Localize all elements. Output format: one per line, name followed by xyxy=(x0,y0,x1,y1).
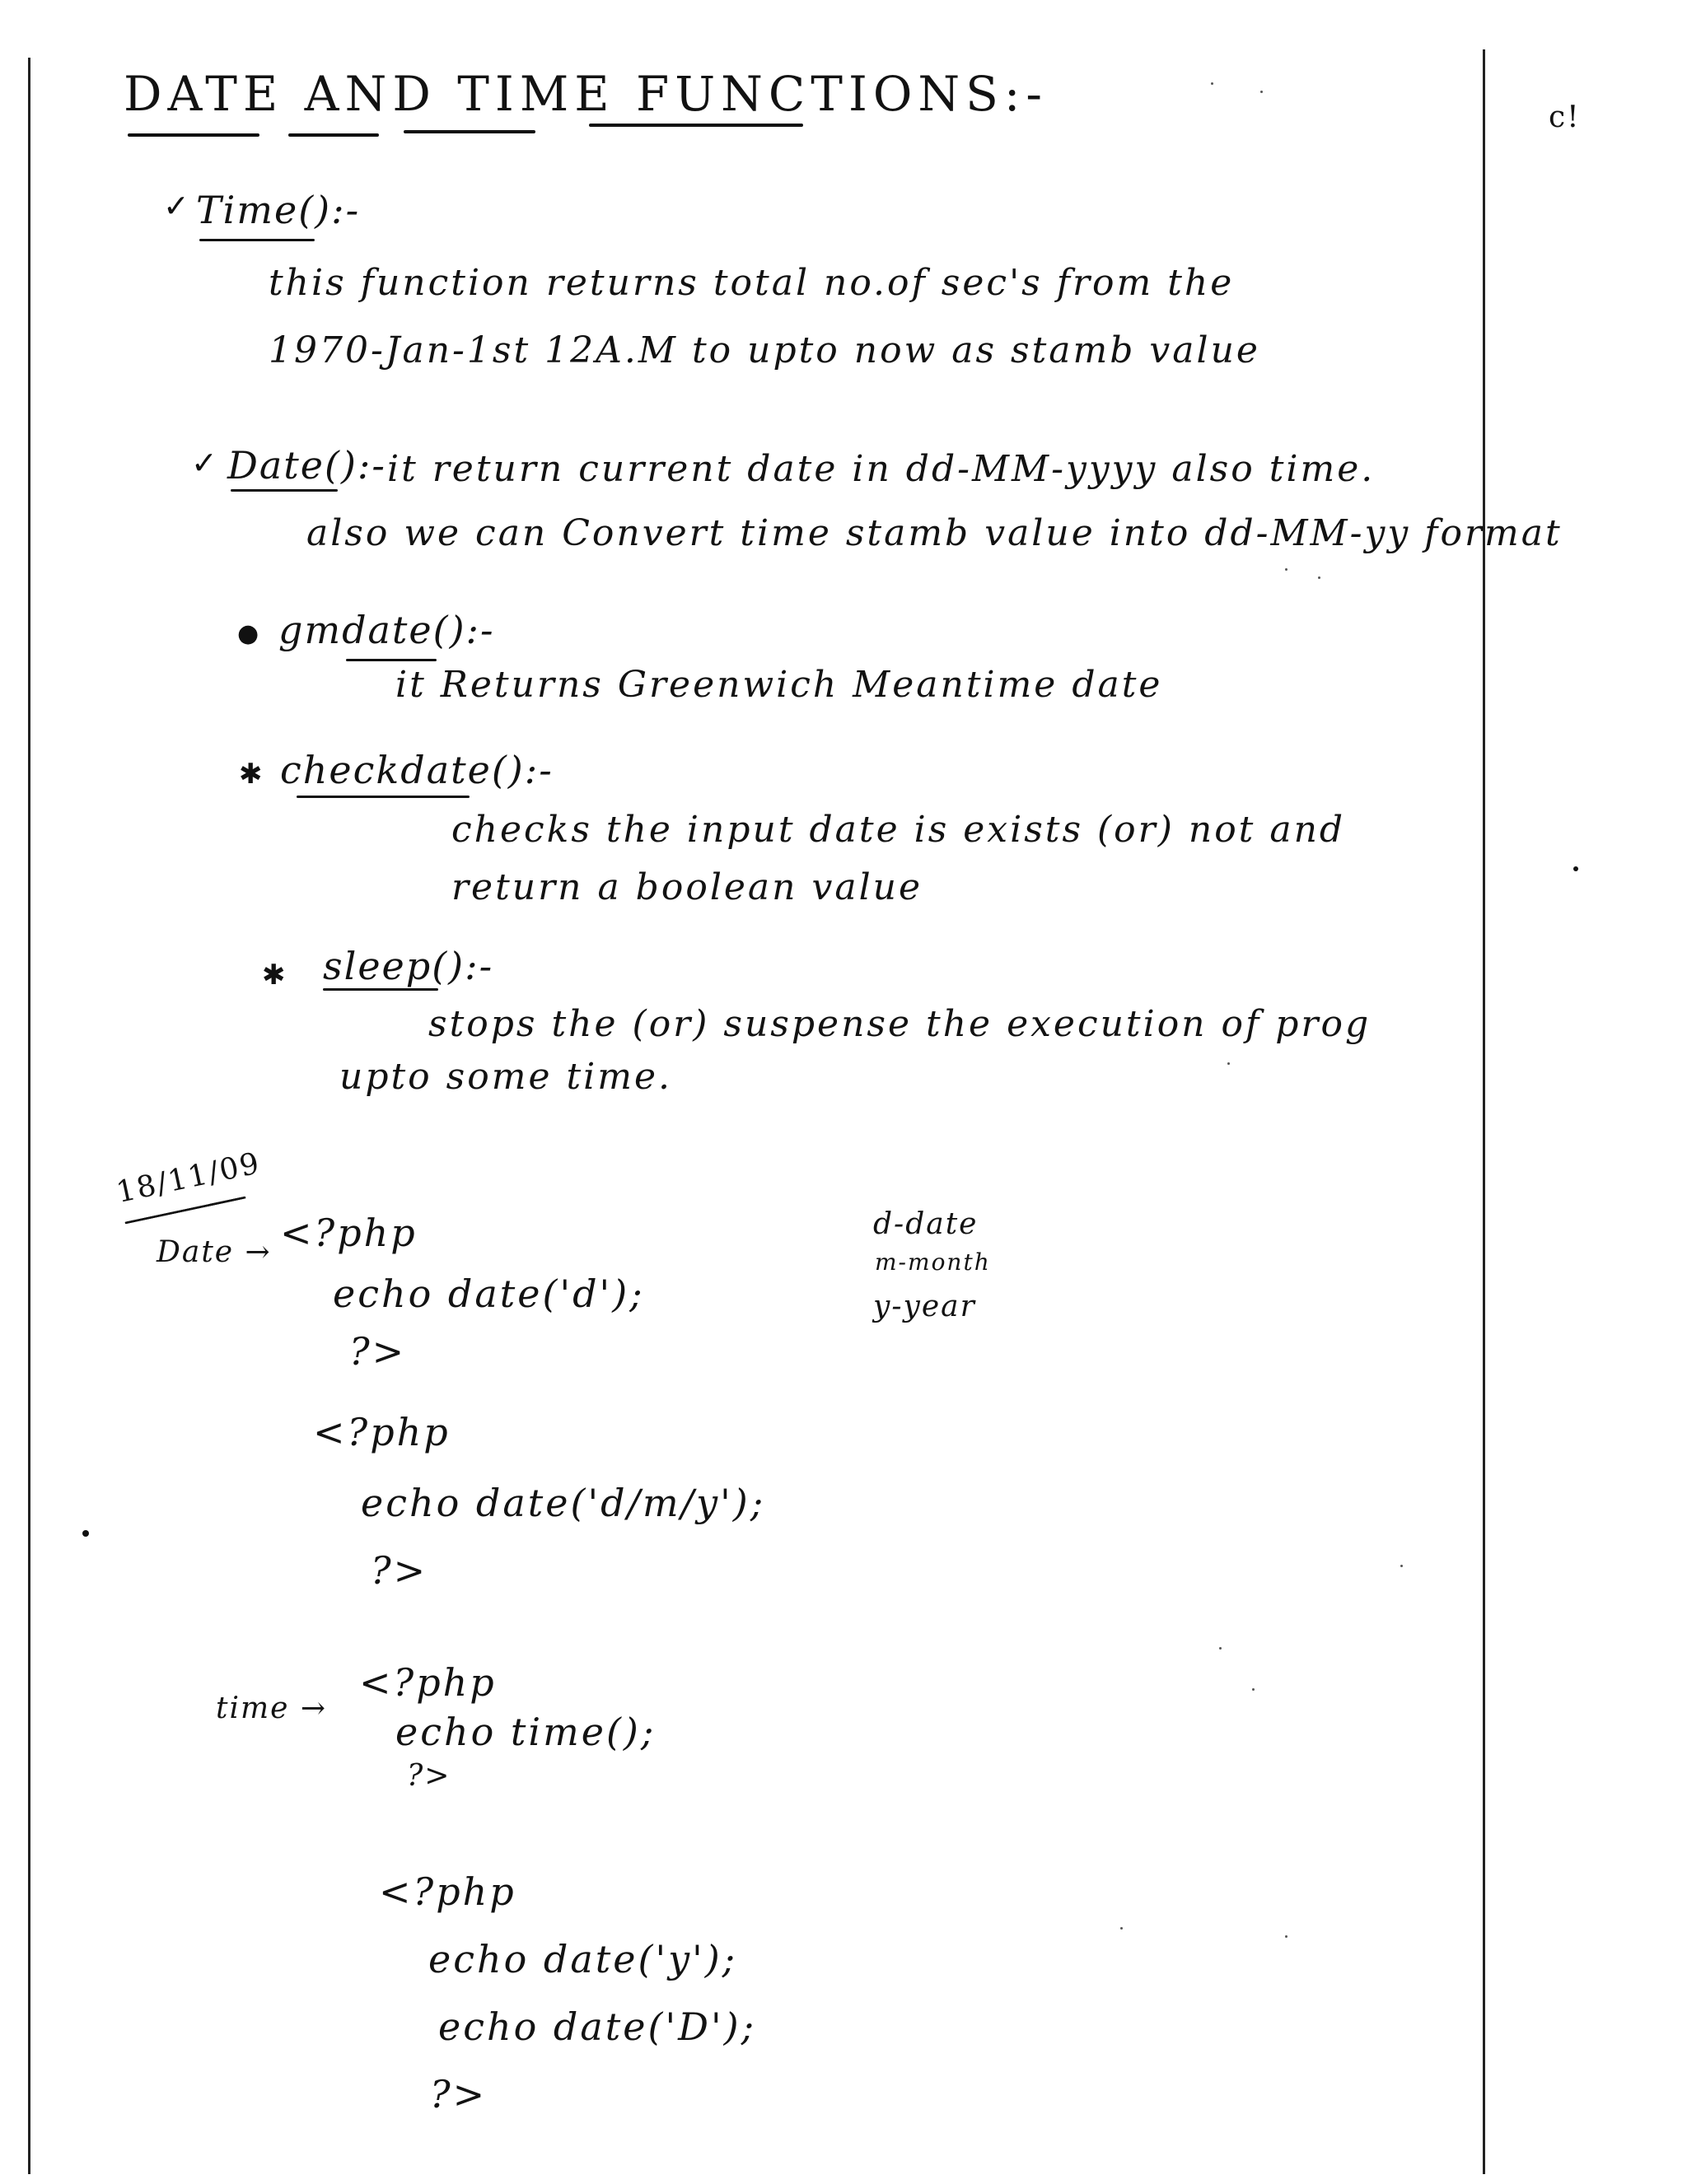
block1-open: <?php xyxy=(280,1211,418,1255)
title-underline-2 xyxy=(288,133,379,137)
block1-close: ?> xyxy=(349,1329,407,1374)
block3-close: ?> xyxy=(407,1759,451,1793)
scan-speck xyxy=(1211,82,1213,85)
legend-d: d-date xyxy=(873,1207,979,1241)
time-heading: Time():- xyxy=(196,188,361,232)
checkdate-heading: checkdate():- xyxy=(280,748,554,792)
bullet-gmdate: ● xyxy=(237,619,259,648)
time-heading-underline xyxy=(199,239,315,241)
time-example-label: time → xyxy=(216,1692,328,1725)
scan-speck xyxy=(1227,1062,1230,1065)
scan-speck xyxy=(1285,568,1287,571)
sleep-heading: sleep():- xyxy=(323,944,494,988)
scan-speck xyxy=(1400,1565,1403,1567)
date-example-label: Date → xyxy=(157,1235,272,1269)
title-underline-1 xyxy=(128,133,259,137)
block4-close: ?> xyxy=(430,2072,488,2116)
sleep-heading-underline xyxy=(323,988,438,991)
legend-m: m-month xyxy=(875,1248,991,1276)
checkdate-heading-underline xyxy=(297,796,470,798)
block2-open: <?php xyxy=(313,1410,451,1454)
gmdate-heading-underline xyxy=(346,659,437,661)
date-heading: Date():- xyxy=(227,443,386,488)
time-line-1: this function returns total no.of sec's from the xyxy=(269,262,1235,304)
sleep-line-2: upto some time. xyxy=(339,1056,672,1098)
page-title: DATE AND TIME FUNCTIONS:- xyxy=(124,66,1049,122)
check-mark-date: ✓ xyxy=(191,445,217,481)
block4-code-2: echo date('D'); xyxy=(438,2004,757,2049)
title-underline-3 xyxy=(404,130,535,133)
scan-speck xyxy=(1318,576,1320,579)
sleep-line-1: stops the (or) suspense the execution of prog xyxy=(428,1003,1372,1045)
block3-open: <?php xyxy=(359,1660,497,1705)
right-margin-line xyxy=(1483,49,1485,2174)
date-line-1: it return current date in dd-MM-yyyy also time. xyxy=(387,448,1376,490)
date-line-2: also we can Convert time stamb value into dd-MM-yy format xyxy=(306,512,1563,554)
block4-code-1: echo date('y'); xyxy=(428,1937,738,1981)
check-mark-time: ✓ xyxy=(163,188,189,224)
scan-speck xyxy=(1260,91,1263,93)
block1-code: echo date('d'); xyxy=(333,1272,645,1316)
star-sleep: ✱ xyxy=(262,959,286,992)
checkdate-line-2: return a boolean value xyxy=(451,866,923,908)
block2-code: echo date('d/m/y'); xyxy=(361,1481,766,1525)
gmdate-heading: gmdate():- xyxy=(278,608,495,652)
star-checkdate: ✱ xyxy=(239,758,263,791)
block4-open: <?php xyxy=(379,1869,516,1914)
gmdate-line-1: it Returns Greenwich Meantime date xyxy=(395,664,1163,706)
scan-speck xyxy=(1252,1688,1255,1691)
scan-speck xyxy=(1573,866,1578,871)
margin-note: c! xyxy=(1549,100,1581,134)
left-margin-line xyxy=(28,58,30,2174)
title-underline-4 xyxy=(589,124,803,127)
scan-speck xyxy=(82,1530,89,1537)
scan-speck xyxy=(1120,1927,1123,1930)
legend-y: y-year xyxy=(873,1290,976,1323)
scan-speck xyxy=(1285,1935,1287,1938)
checkdate-line-1: checks the input date is exists (or) not and xyxy=(451,809,1346,851)
date-heading-underline xyxy=(231,489,338,492)
block2-close: ?> xyxy=(371,1548,428,1593)
block3-code: echo time(); xyxy=(395,1710,657,1754)
date-stamp: 18/11/09 xyxy=(113,1146,264,1211)
scan-speck xyxy=(1219,1647,1222,1650)
time-line-2: 1970-Jan-1st 12A.M to upto now as stamb value xyxy=(269,329,1260,371)
